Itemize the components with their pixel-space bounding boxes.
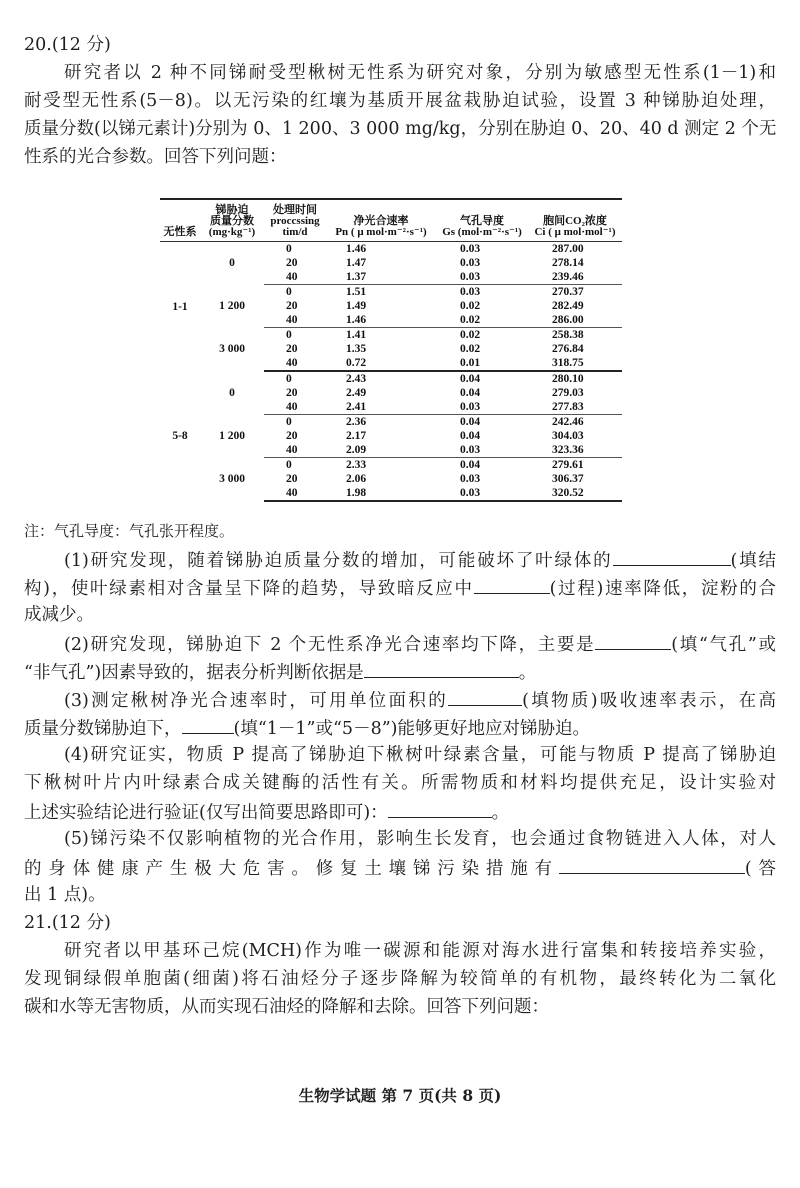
cell-gs: 0.04 xyxy=(460,430,481,442)
text: 构)，使叶绿素相对含量呈下降的趋势，导致暗反应中 xyxy=(24,579,474,599)
cell-pn: 2.41 xyxy=(326,400,436,415)
cell-time: 20 xyxy=(286,343,298,355)
sub-question-1-line: 成减少。 xyxy=(24,605,94,625)
cell-gs: 0.04 xyxy=(460,416,481,428)
col-pn-l2: Pn ( μ mol·m⁻²·s⁻¹) xyxy=(335,226,427,238)
question-20-header: 20.(12 分) xyxy=(24,35,111,55)
text: (填结 xyxy=(730,551,777,571)
cell-gs: 0.03 xyxy=(460,286,481,298)
cell-pn: 2.06 xyxy=(346,473,367,485)
cell-ci: 270.37 xyxy=(552,286,584,298)
cell-ci: 320.52 xyxy=(528,486,622,501)
cell-ci: 279.03 xyxy=(552,387,584,399)
cell-time: 40 xyxy=(264,356,326,371)
cell-pn: 1.46 xyxy=(326,313,436,328)
answer-blank[interactable] xyxy=(595,631,671,650)
cell-time: 20 xyxy=(286,257,298,269)
sub-question-4-line: 下楸树叶片内叶绿素合成关键酶的活性有关。所需物质和材料均提供充足，设计实验对 xyxy=(24,773,776,793)
text: (填“气孔”或 xyxy=(671,635,776,655)
cell-time: 0 xyxy=(286,373,292,385)
sub-question-4: (4)研究证实，物质 P 提高了锑胁迫下楸树叶绿素含量，可能与物质 P 提高了锑胁迫 xyxy=(64,745,776,765)
cell-ci: 239.46 xyxy=(528,270,622,285)
col-ci-l1: 胞间CO₂浓度 xyxy=(543,215,607,227)
text: 上述实验结论进行验证(仅写出简要思路即可)： xyxy=(24,803,388,823)
col-time-l1: 处理时间 xyxy=(273,204,317,216)
cell-ci: 287.00 xyxy=(552,243,584,255)
intro-line: 碳和水等无害物质，从而实现石油烃的降解和去除。回答下列问题： xyxy=(24,997,549,1017)
cell-ci: 278.14 xyxy=(552,257,584,269)
answer-blank[interactable] xyxy=(388,799,492,818)
col-conc-l3: (mg·kg⁻¹) xyxy=(208,226,256,238)
sub-question-3-line xyxy=(24,715,776,739)
table-header-row xyxy=(160,199,622,242)
col-time xyxy=(264,199,326,242)
text: “非气孔”)因素导致的，据表分析判断依据是 xyxy=(24,663,364,683)
answer-blank[interactable] xyxy=(364,659,519,678)
cell-ci: 276.84 xyxy=(552,343,584,355)
col-gs-l1: 气孔导度 xyxy=(460,215,504,227)
col-ci xyxy=(528,199,622,242)
intro-line: 研究者以甲基环己烷(MCH)作为唯一碳源和能源对海水进行富集和转接培养实验， xyxy=(64,941,776,961)
cell-ci: 282.49 xyxy=(552,300,584,312)
sub-question-1-line xyxy=(24,575,776,599)
cell-concentration: 3 000 xyxy=(219,473,245,486)
cell-line: 5-8 xyxy=(172,430,188,442)
cell-ci: 318.75 xyxy=(528,356,622,371)
data-table xyxy=(160,198,622,502)
col-pn xyxy=(326,199,436,242)
table-body xyxy=(160,242,622,502)
cell-time: 0 xyxy=(286,286,292,298)
col-gs-l2: Gs (mol·m⁻²·s⁻¹) xyxy=(442,226,522,238)
sub-question-5-line xyxy=(24,855,776,879)
intro-line: 发现铜绿假单胞菌(细菌)将石油烃分子逐步降解为较简单的有机物，最终转化为二氧化 xyxy=(24,969,776,989)
cell-pn: 1.46 xyxy=(346,243,367,255)
cell-ci: 286.00 xyxy=(528,313,622,328)
text: (填物质)吸收速率表示，在高 xyxy=(522,691,777,711)
col-time-l2: proccssing xyxy=(270,215,320,227)
answer-blank[interactable] xyxy=(613,547,731,566)
col-conc-l1: 锑胁迫 xyxy=(215,204,249,216)
cell-pn: 2.17 xyxy=(346,430,367,442)
text: 。 xyxy=(491,803,510,823)
cell-ci: 306.37 xyxy=(552,473,584,485)
table-row xyxy=(160,242,622,257)
cell-pn: 2.36 xyxy=(346,416,367,428)
text: (3)测定楸树净光合速率时，可用单位面积的 xyxy=(64,691,449,711)
text: (1)研究发现，随着锑胁迫质量分数的增加，可能破坏了叶绿体的 xyxy=(64,551,613,571)
cell-time: 40 xyxy=(264,313,326,328)
cell-time: 20 xyxy=(286,300,298,312)
col-pn-l1: 净光合速率 xyxy=(353,215,409,227)
cell-pn: 0.72 xyxy=(326,356,436,371)
cell-gs: 0.03 xyxy=(436,270,528,285)
cell-gs: 0.04 xyxy=(460,387,481,399)
cell-time: 0 xyxy=(286,329,292,341)
table-row xyxy=(160,285,622,300)
cell-gs: 0.03 xyxy=(460,243,481,255)
table-row xyxy=(160,415,622,430)
col-gs xyxy=(436,199,528,242)
table-row xyxy=(160,458,622,473)
intro-line: 耐受型无性系(5－8)。以无污染的红壤为基质开展盆栽胁迫试验，设置 3 种锑胁迫处理， xyxy=(24,91,776,111)
cell-pn: 1.37 xyxy=(326,270,436,285)
text: (答 xyxy=(744,859,776,879)
cell-gs: 0.03 xyxy=(460,473,481,485)
sub-question-1 xyxy=(64,547,776,571)
cell-pn: 1.51 xyxy=(346,286,367,298)
cell-time: 0 xyxy=(286,416,292,428)
answer-blank[interactable] xyxy=(559,855,745,874)
intro-line: 质量分数(以锑元素计)分别为 0、1 200、3 000 mg/kg，分别在胁迫 0、20、40 d 测定 2 个无 xyxy=(24,119,777,139)
cell-ci: 279.61 xyxy=(552,459,584,471)
cell-ci: 258.38 xyxy=(552,329,584,341)
col-conc-l2: 质量分数 xyxy=(210,215,254,227)
cell-time: 20 xyxy=(286,473,298,485)
cell-concentration: 0 xyxy=(229,386,235,399)
cell-time: 40 xyxy=(264,443,326,458)
text: 。 xyxy=(518,663,537,683)
cell-gs: 0.03 xyxy=(436,443,528,458)
cell-gs: 0.04 xyxy=(460,373,481,385)
table-row xyxy=(160,328,622,343)
cell-concentration: 1 200 xyxy=(219,430,245,442)
cell-ci: 304.03 xyxy=(552,430,584,442)
cell-concentration: 0 xyxy=(229,257,235,270)
sub-question-5-line: 出 1 点)。 xyxy=(24,885,106,905)
cell-gs: 0.02 xyxy=(460,300,481,312)
col-conc xyxy=(200,199,264,242)
table-row xyxy=(160,371,622,386)
col-line: 无性系 xyxy=(163,226,197,238)
text: 的身体健康产生极大危害。修复土壤锑污染措施有 xyxy=(24,859,559,879)
cell-concentration: 3 000 xyxy=(219,343,245,356)
cell-gs: 0.02 xyxy=(460,329,481,341)
intro-line: 研究者以 2 种不同锑耐受型楸树无性系为研究对象，分别为敏感型无性系(1－1)和 xyxy=(64,63,776,83)
cell-line: 1-1 xyxy=(172,300,188,313)
cell-time: 40 xyxy=(264,486,326,501)
answer-blank[interactable] xyxy=(182,715,234,734)
sub-question-4-line xyxy=(24,799,776,823)
cell-pn: 1.41 xyxy=(346,329,367,341)
cell-pn: 1.49 xyxy=(346,300,367,312)
cell-pn: 1.47 xyxy=(346,257,367,269)
text: 质量分数锑胁迫下， xyxy=(24,719,182,739)
cell-pn: 2.49 xyxy=(346,387,367,399)
answer-blank[interactable] xyxy=(448,687,522,706)
cell-pn: 1.35 xyxy=(346,343,367,355)
page-footer: 生物学试题 第 7 页(共 8 页) xyxy=(298,1086,502,1105)
cell-concentration: 1 200 xyxy=(219,300,245,312)
cell-time: 40 xyxy=(264,270,326,285)
sub-question-3 xyxy=(64,687,776,711)
col-ci-l2: Ci ( μ mol·mol⁻¹) xyxy=(534,226,616,238)
sub-question-2-line xyxy=(24,659,776,683)
cell-ci: 277.83 xyxy=(528,400,622,415)
sub-question-5: (5)锑污染不仅影响植物的光合作用，影响生长发育，也会通过食物链进入人体，对人 xyxy=(64,829,776,849)
cell-time: 20 xyxy=(286,387,298,399)
cell-time: 20 xyxy=(286,430,298,442)
col-time-l3: tim/d xyxy=(282,226,308,238)
cell-gs: 0.02 xyxy=(436,313,528,328)
cell-ci: 280.10 xyxy=(552,373,584,385)
answer-blank[interactable] xyxy=(474,575,550,594)
cell-time: 0 xyxy=(286,243,292,255)
cell-pn: 1.98 xyxy=(326,486,436,501)
cell-gs: 0.03 xyxy=(436,486,528,501)
text: (过程)速率降低，淀粉的合 xyxy=(549,579,776,599)
cell-gs: 0.02 xyxy=(460,343,481,355)
question-21-header: 21.(12 分) xyxy=(24,913,111,933)
text: (2)研究发现，锑胁迫下 2 个无性系净光合速率均下降，主要是 xyxy=(64,635,596,655)
cell-pn: 2.09 xyxy=(326,443,436,458)
cell-gs: 0.01 xyxy=(436,356,528,371)
cell-pn: 2.43 xyxy=(346,373,367,385)
cell-time: 40 xyxy=(264,400,326,415)
cell-ci: 323.36 xyxy=(528,443,622,458)
intro-line: 性系的光合参数。回答下列问题： xyxy=(24,147,287,167)
cell-gs: 0.03 xyxy=(436,400,528,415)
sub-question-2 xyxy=(64,631,776,655)
cell-ci: 242.46 xyxy=(552,416,584,428)
cell-gs: 0.04 xyxy=(460,459,481,471)
cell-time: 0 xyxy=(286,459,292,471)
table-note: 注：气孔导度：气孔张开程度。 xyxy=(24,522,235,540)
cell-pn: 2.33 xyxy=(346,459,367,471)
cell-gs: 0.03 xyxy=(460,257,481,269)
text: (填“1－1”或“5－8”)能够更好地应对锑胁迫。 xyxy=(233,719,590,739)
